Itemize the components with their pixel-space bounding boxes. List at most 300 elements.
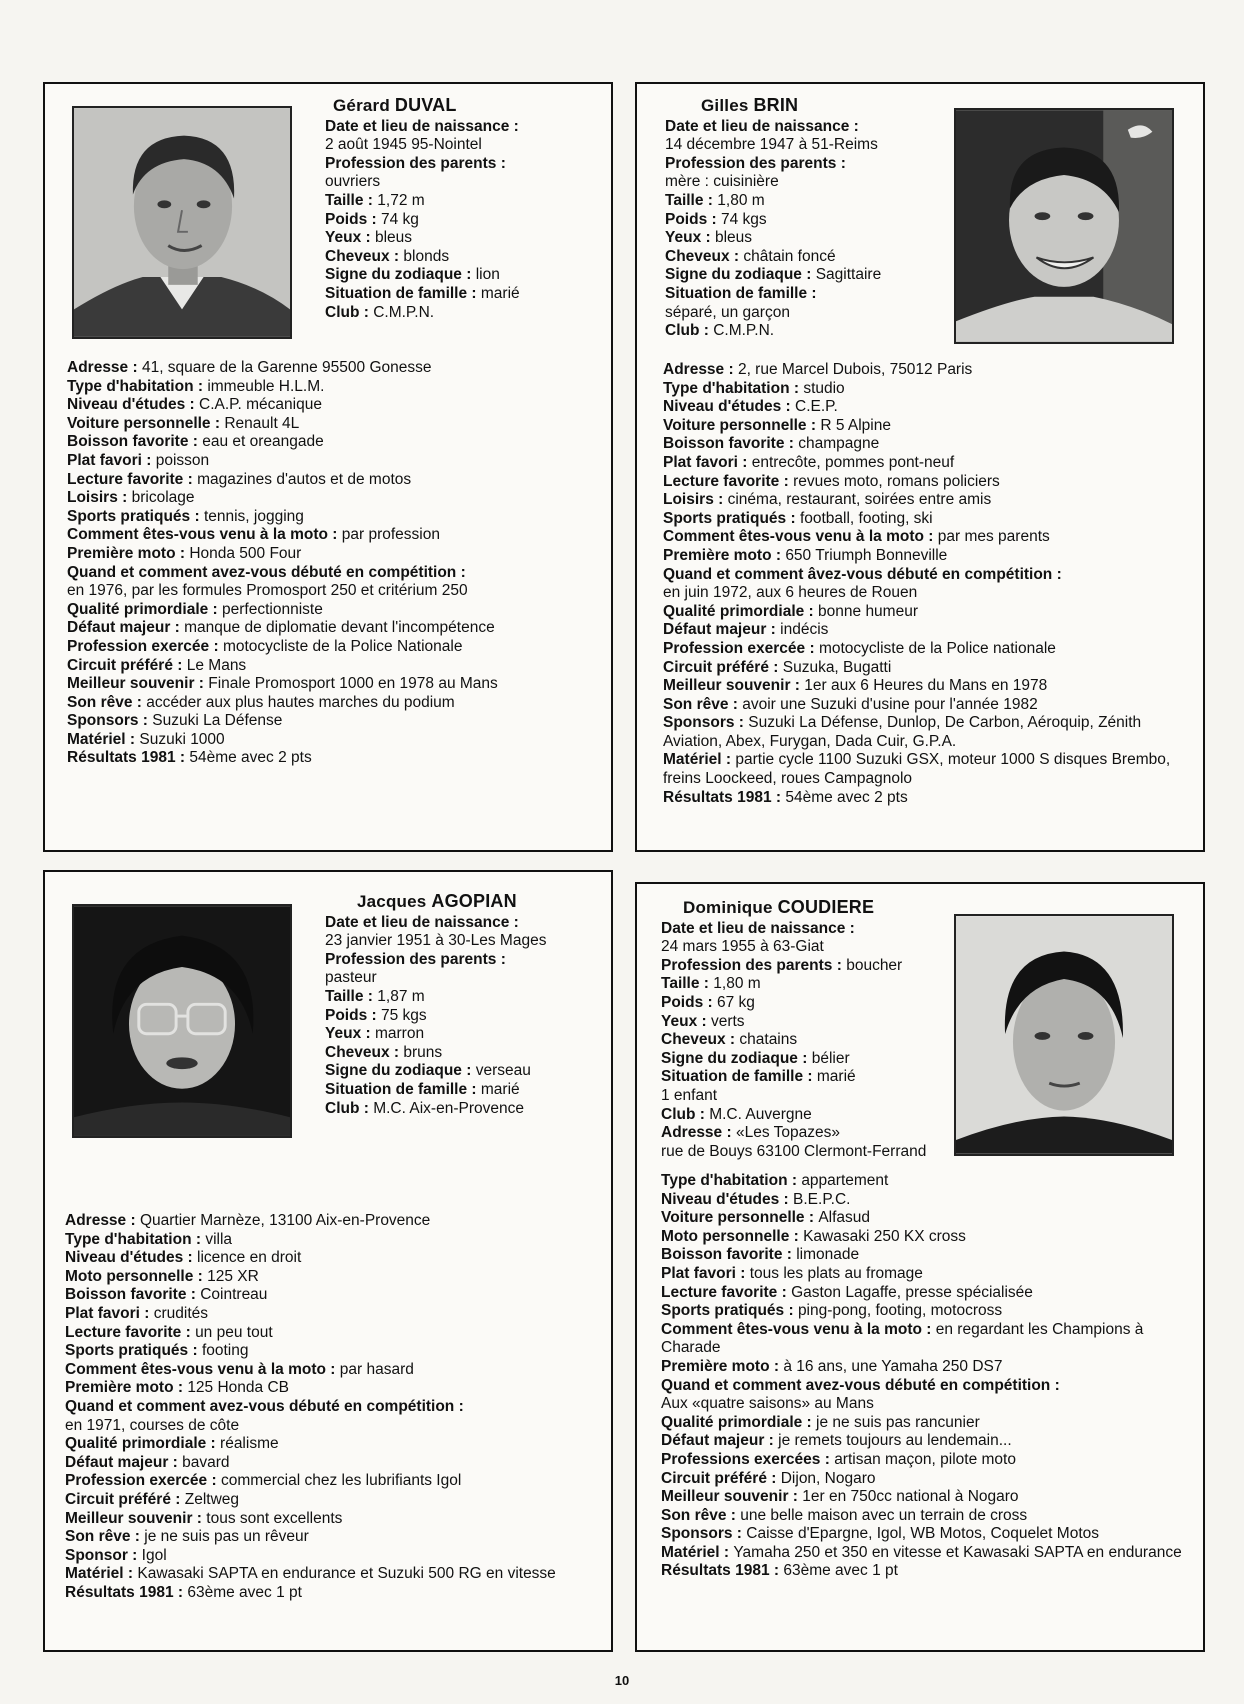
field-label: Lecture favorite : xyxy=(663,472,794,490)
portrait-image xyxy=(74,906,290,1136)
field-value: châtain foncé xyxy=(743,247,836,265)
field-value: 1er en 750cc national à Nogaro xyxy=(802,1488,1019,1506)
info-line xyxy=(661,975,961,994)
info-line xyxy=(665,304,955,323)
info-line xyxy=(661,1013,961,1032)
field-label: Signe du zodiaque : xyxy=(665,266,816,284)
field-value: footing xyxy=(201,1342,249,1360)
field-label: Adresse : xyxy=(67,359,142,376)
info-line xyxy=(65,1491,602,1510)
field-label: Défaut majeur : xyxy=(65,1453,183,1471)
rider-details-coudiere xyxy=(661,1172,1191,1581)
field-label: Professions exercées : xyxy=(661,1450,835,1468)
info-line xyxy=(67,508,602,527)
rider-photo-duval xyxy=(72,106,292,339)
last-name: AGOPIAN xyxy=(431,891,517,911)
field-label: Défaut majeur : xyxy=(67,619,185,637)
field-value: entrecôte, pommes pont-neuf xyxy=(751,453,955,471)
field-value: immeuble H.L.M. xyxy=(207,377,325,395)
field-label: Première moto : xyxy=(67,544,190,562)
field-label: Voiture personnelle : xyxy=(663,416,821,434)
field-label: Quand et comment avez-vous débuté en compétition : xyxy=(67,563,466,581)
info-line xyxy=(663,677,1193,696)
field-label: Date et lieu de naissance : xyxy=(661,919,855,937)
field-value: 1,80 m xyxy=(713,975,761,993)
info-line xyxy=(65,1379,602,1398)
info-line xyxy=(665,192,955,211)
field-label: Meilleur souvenir : xyxy=(67,675,209,693)
field-label: Lecture favorite : xyxy=(661,1283,792,1301)
info-line xyxy=(663,603,1193,622)
info-line xyxy=(665,173,955,192)
field-label: Voiture personnelle : xyxy=(67,414,225,432)
field-label: Sports pratiqués : xyxy=(65,1342,202,1360)
field-value: villa xyxy=(205,1230,233,1248)
field-label: Circuit préféré : xyxy=(67,656,187,674)
rider-photo-agopian xyxy=(72,904,292,1138)
field-label: Yeux : xyxy=(325,229,375,247)
field-value: une belle maison avec un terrain de cross xyxy=(740,1506,1028,1524)
field-value: marron xyxy=(374,1025,425,1043)
field-value: bélier xyxy=(811,1049,850,1067)
portrait-image xyxy=(74,108,290,337)
field-label: Profession des parents : xyxy=(665,154,846,172)
info-line xyxy=(661,1507,1191,1526)
info-line xyxy=(67,731,602,750)
field-value: bleus xyxy=(374,229,413,247)
field-label: Profession des parents : xyxy=(325,950,506,968)
field-label: Lecture favorite : xyxy=(65,1323,196,1341)
info-line xyxy=(325,266,610,285)
info-line xyxy=(661,1284,1191,1303)
info-line xyxy=(67,396,602,415)
field-value: perfectionniste xyxy=(222,600,323,618)
info-line xyxy=(67,545,602,564)
field-value: 74 kg xyxy=(380,210,419,228)
info-line xyxy=(665,211,955,230)
info-line xyxy=(67,749,602,768)
field-value: Gaston Lagaffe, presse spécialisée xyxy=(791,1283,1033,1301)
field-value: tous sont excellents xyxy=(206,1509,343,1527)
field-label: Son rêve : xyxy=(67,693,147,711)
field-label: Profession exercée : xyxy=(663,639,819,657)
field-value: boucher xyxy=(846,956,903,974)
field-value: manque de diplomatie devant l'incompétence xyxy=(184,619,495,637)
field-label: Adresse : xyxy=(661,1124,736,1142)
info-line xyxy=(65,1324,602,1343)
info-line xyxy=(325,304,610,323)
info-line xyxy=(325,285,610,304)
field-label: Défaut majeur : xyxy=(661,1432,779,1450)
field-label: Sports pratiqués : xyxy=(663,509,800,527)
first-name: Jacques xyxy=(357,892,427,911)
field-value: eau et oreangade xyxy=(202,433,324,451)
field-label: Boisson favorite : xyxy=(65,1286,201,1304)
info-line xyxy=(661,1087,961,1106)
field-label: Boisson favorite : xyxy=(661,1246,797,1264)
field-value: licence en droit xyxy=(197,1249,302,1267)
field-label: Comment êtes-vous venu à la moto : xyxy=(67,526,342,544)
info-line xyxy=(325,932,610,951)
field-label: Date et lieu de naissance : xyxy=(665,117,859,135)
field-value: 14 décembre 1947 à 51-Reims xyxy=(665,136,878,154)
field-label: Première moto : xyxy=(663,546,786,564)
field-label: Plat favori : xyxy=(65,1304,154,1322)
field-label: Cheveux : xyxy=(661,1031,740,1049)
field-label: Résultats 1981 : xyxy=(67,749,190,767)
field-label: Comment êtes-vous venu à la moto : xyxy=(663,528,938,546)
field-value: revues moto, romans policiers xyxy=(793,472,1000,490)
rider-card-brin xyxy=(635,82,1205,852)
info-line xyxy=(661,1544,1191,1563)
field-value: poisson xyxy=(155,451,210,469)
info-line xyxy=(661,1451,1191,1470)
field-value: 125 XR xyxy=(207,1267,259,1285)
field-value: tennis, jogging xyxy=(203,507,304,525)
field-label: Poids : xyxy=(661,993,717,1011)
info-line xyxy=(67,471,602,490)
field-label: Lecture favorite : xyxy=(67,470,198,488)
field-value: Zeltweg xyxy=(184,1490,240,1508)
rider-details-agopian xyxy=(65,1212,602,1602)
field-value: pasteur xyxy=(325,969,377,987)
info-line xyxy=(67,415,602,434)
info-line xyxy=(661,1414,1191,1433)
rider-name xyxy=(665,96,955,116)
field-label: Taille : xyxy=(325,191,378,209)
field-label: Situation de famille : xyxy=(325,284,481,302)
info-line xyxy=(663,491,1193,510)
field-value: Caisse d'Epargne, Igol, WB Motos, Coquelet Motos xyxy=(746,1525,1100,1543)
rider-details-brin xyxy=(663,361,1193,807)
info-line xyxy=(67,675,602,694)
last-name: BRIN xyxy=(753,95,799,115)
info-line xyxy=(665,322,955,341)
info-line xyxy=(661,1488,1191,1507)
field-value: Sagittaire xyxy=(815,266,882,284)
rider-header-brin xyxy=(665,96,955,341)
info-line xyxy=(65,1286,602,1305)
field-label: Profession exercée : xyxy=(65,1472,221,1490)
field-value: 54ème avec 2 pts xyxy=(785,788,908,806)
field-value: 1,72 m xyxy=(377,191,425,209)
field-label: Moto personnelle : xyxy=(65,1267,208,1285)
field-value: Alfasud xyxy=(818,1209,871,1227)
field-label: Club : xyxy=(325,1099,374,1117)
info-line xyxy=(67,582,602,601)
field-label: Date et lieu de naissance : xyxy=(325,913,519,931)
field-label: Matériel : xyxy=(663,751,736,769)
info-line xyxy=(67,601,602,620)
info-line xyxy=(65,1249,602,1268)
field-value: par hasard xyxy=(339,1360,414,1378)
field-label: Adresse : xyxy=(663,361,738,378)
info-line xyxy=(325,211,610,230)
field-label: Type d'habitation : xyxy=(67,377,208,395)
field-value: 2, rue Marcel Dubois, 75012 Paris xyxy=(737,361,973,378)
field-value: Yamaha 250 et 350 en vitesse et Kawasaki SAPTA en endurance xyxy=(733,1543,1182,1561)
info-line xyxy=(67,359,602,378)
field-label: Résultats 1981 : xyxy=(661,1562,784,1580)
info-line xyxy=(661,1525,1191,1544)
field-label: Loisirs : xyxy=(663,491,728,509)
field-value: limonade xyxy=(796,1246,860,1264)
field-value: Honda 500 Four xyxy=(189,544,302,562)
field-label: Circuit préféré : xyxy=(661,1469,781,1487)
info-line xyxy=(65,1435,602,1454)
rider-name xyxy=(325,96,610,116)
field-label: Plat favori : xyxy=(67,451,156,469)
info-line xyxy=(67,433,602,452)
field-value: commercial chez les lubrifiants Igol xyxy=(220,1472,462,1490)
info-line xyxy=(67,657,602,676)
field-value: 1,80 m xyxy=(717,191,765,209)
field-label: Yeux : xyxy=(665,229,715,247)
field-value: Suzuki 1000 xyxy=(139,730,225,748)
info-line xyxy=(665,266,955,285)
field-value: football, footing, ski xyxy=(799,509,933,527)
field-label: Niveau d'études : xyxy=(663,398,796,416)
info-line xyxy=(661,1470,1191,1489)
info-line xyxy=(663,659,1193,678)
info-line xyxy=(67,378,602,397)
info-line xyxy=(663,640,1193,659)
field-label: Comment êtes-vous venu à la moto : xyxy=(65,1360,340,1378)
info-line xyxy=(661,1246,1191,1265)
field-value: C.M.P.N. xyxy=(713,322,775,340)
field-value: par profession xyxy=(341,526,440,544)
info-line xyxy=(325,1007,610,1026)
field-value: bruns xyxy=(403,1043,443,1061)
field-label: Niveau d'études : xyxy=(661,1190,794,1208)
field-label: Quand et comment âvez-vous débuté en compétition : xyxy=(663,565,1062,583)
field-value: Quartier Marnèze, 13100 Aix-en-Provence xyxy=(139,1212,431,1229)
field-value: par mes parents xyxy=(937,528,1050,546)
field-value: 54ème avec 2 pts xyxy=(189,749,312,767)
info-line xyxy=(661,1302,1191,1321)
field-label: Situation de famille : xyxy=(665,284,817,302)
info-line xyxy=(325,1044,610,1063)
info-line xyxy=(325,248,610,267)
field-value: je ne suis pas un rêveur xyxy=(144,1528,309,1546)
field-label: Poids : xyxy=(665,210,721,228)
info-line xyxy=(661,1321,1191,1358)
field-value: blonds xyxy=(403,247,450,265)
field-value: tous les plats au fromage xyxy=(749,1264,923,1282)
field-label: Première moto : xyxy=(661,1357,784,1375)
field-label: Quand et comment avez-vous débuté en compétition : xyxy=(65,1397,464,1415)
info-line xyxy=(661,1068,961,1087)
info-line xyxy=(663,714,1193,751)
field-value: Dijon, Nogaro xyxy=(780,1469,876,1487)
field-value: magazines d'autos et de motos xyxy=(197,470,412,488)
field-value: bricolage xyxy=(131,489,195,507)
field-value: 41, square de la Garenne 95500 Gonesse xyxy=(141,359,432,376)
field-label: Situation de famille : xyxy=(325,1080,481,1098)
field-value: en 1976, par les formules Promosport 250 et critérium 250 xyxy=(67,582,468,600)
field-value: à 16 ans, une Yamaha 250 DS7 xyxy=(783,1357,1003,1375)
field-label: Club : xyxy=(665,322,714,340)
field-label: Profession des parents : xyxy=(661,956,847,974)
field-label: Qualité primordiale : xyxy=(661,1413,817,1431)
info-line xyxy=(661,1172,1191,1191)
info-line xyxy=(661,1228,1191,1247)
info-line xyxy=(65,1565,602,1584)
field-label: Club : xyxy=(325,303,374,321)
info-line xyxy=(325,914,610,933)
field-value: accéder aux plus hautes marches du podium xyxy=(146,693,455,711)
field-label: Type d'habitation : xyxy=(661,1172,802,1189)
info-line xyxy=(325,173,610,192)
info-line xyxy=(661,1209,1191,1228)
info-line xyxy=(663,696,1193,715)
info-line xyxy=(67,489,602,508)
field-value: réalisme xyxy=(220,1435,279,1453)
info-line xyxy=(65,1528,602,1547)
field-value: ping-pong, footing, motocross xyxy=(797,1302,1003,1320)
field-value: Aux «quatre saisons» au Mans xyxy=(661,1395,874,1413)
rider-photo-coudiere xyxy=(954,914,1174,1156)
info-line xyxy=(663,789,1193,808)
field-value: C.M.P.N. xyxy=(373,303,435,321)
info-line xyxy=(325,1062,610,1081)
info-line xyxy=(325,136,610,155)
field-label: Qualité primordiale : xyxy=(65,1435,221,1453)
field-label: Profession exercée : xyxy=(67,637,223,655)
field-label: Meilleur souvenir : xyxy=(65,1509,207,1527)
field-label: Son rêve : xyxy=(661,1506,741,1524)
field-label: Sports pratiqués : xyxy=(661,1302,798,1320)
field-label: Type d'habitation : xyxy=(65,1230,206,1248)
info-line xyxy=(65,1268,602,1287)
info-line xyxy=(65,1584,602,1603)
field-label: Loisirs : xyxy=(67,489,132,507)
info-line xyxy=(661,1050,961,1069)
field-value: chatains xyxy=(739,1031,798,1049)
field-value: motocycliste de la Police Nationale xyxy=(222,637,463,655)
field-label: Meilleur souvenir : xyxy=(661,1488,803,1506)
info-line xyxy=(663,621,1193,640)
first-name: Dominique xyxy=(683,898,773,917)
info-line xyxy=(663,547,1193,566)
rider-details-duval xyxy=(67,359,602,768)
field-value: mère : cuisinière xyxy=(665,173,779,191)
info-line xyxy=(663,528,1193,547)
field-label: Signe du zodiaque : xyxy=(325,1062,476,1080)
rider-card-coudiere xyxy=(635,882,1205,1652)
info-line xyxy=(663,417,1193,436)
field-value: rue de Bouys 63100 Clermont-Ferrand xyxy=(661,1142,927,1160)
field-label: Quand et comment avez-vous débuté en compétition : xyxy=(661,1376,1060,1394)
rider-card-duval xyxy=(43,82,613,852)
first-name: Gérard xyxy=(333,96,390,115)
info-line xyxy=(65,1361,602,1380)
field-value: bavard xyxy=(182,1453,230,1471)
field-value: ouvriers xyxy=(325,173,381,191)
field-value: avoir une Suzuki d'usine pour l'année 1982 xyxy=(742,695,1038,713)
field-label: Poids : xyxy=(325,210,381,228)
field-label: Plat favori : xyxy=(661,1264,750,1282)
info-line xyxy=(65,1231,602,1250)
info-line xyxy=(325,1100,610,1119)
field-label: Son rêve : xyxy=(663,695,743,713)
field-label: Sponsors : xyxy=(661,1525,747,1543)
info-line xyxy=(661,1432,1191,1451)
field-value: 63ème avec 1 pt xyxy=(187,1583,302,1601)
field-label: Qualité primordiale : xyxy=(67,600,223,618)
field-value: 24 mars 1955 à 63-Giat xyxy=(661,938,824,956)
field-label: Comment êtes-vous venu à la moto : xyxy=(661,1320,936,1338)
field-label: Matériel : xyxy=(67,730,140,748)
field-label: Meilleur souvenir : xyxy=(663,677,805,695)
field-value: C.A.P. mécanique xyxy=(199,396,322,414)
field-value: bleus xyxy=(714,229,753,247)
field-label: Type d'habitation : xyxy=(663,379,804,397)
field-value: en regardant les Champions à Charade xyxy=(661,1320,1148,1357)
field-label: Taille : xyxy=(325,987,378,1005)
field-label: Date et lieu de naissance : xyxy=(325,117,519,135)
field-value: 650 Triumph Bonneville xyxy=(785,546,948,564)
field-label: Signe du zodiaque : xyxy=(661,1049,812,1067)
field-value: B.E.P.C. xyxy=(793,1190,851,1208)
field-label: Première moto : xyxy=(65,1379,188,1397)
rider-name xyxy=(661,898,961,918)
field-value: motocycliste de la Police nationale xyxy=(818,639,1056,657)
info-line xyxy=(65,1472,602,1491)
field-value: Cointreau xyxy=(200,1286,268,1304)
rider-photo-brin xyxy=(954,108,1174,344)
info-line xyxy=(665,155,955,174)
portrait-image xyxy=(956,916,1172,1154)
info-line xyxy=(661,1358,1191,1377)
info-line xyxy=(665,229,955,248)
field-value: en 1971, courses de côte xyxy=(65,1416,240,1434)
field-label: Niveau d'études : xyxy=(65,1249,198,1267)
field-label: Sponsors : xyxy=(67,712,153,730)
field-value: marié xyxy=(480,284,520,302)
field-label: Boisson favorite : xyxy=(663,435,799,453)
field-value: Suzuki La Défense, Dunlop, De Carbon, Aéroquip, Zénith Aviation, Abex, Furygan, Dada Cuir, G.P.A. xyxy=(663,714,1145,750)
info-line xyxy=(665,248,955,267)
field-value: je ne suis pas rancunier xyxy=(816,1413,980,1431)
field-value: en juin 1972, aux 6 heures de Rouen xyxy=(663,584,918,602)
portrait-image xyxy=(956,110,1172,342)
info-line xyxy=(661,920,961,939)
info-line xyxy=(663,435,1193,454)
info-line xyxy=(663,473,1193,492)
field-value: Le Mans xyxy=(186,656,247,674)
field-label: Sports pratiqués : xyxy=(67,507,204,525)
info-line xyxy=(663,751,1193,788)
info-line xyxy=(661,1143,961,1162)
field-value: 67 kg xyxy=(716,993,755,1011)
field-value: artisan maçon, pilote moto xyxy=(834,1450,1016,1468)
field-value: R 5 Alpine xyxy=(820,416,891,434)
field-value: 1,87 m xyxy=(377,987,425,1005)
field-value: 23 janvier 1951 à 30-Les Mages xyxy=(325,932,547,950)
field-label: Son rêve : xyxy=(65,1528,145,1546)
field-label: Situation de famille : xyxy=(661,1068,817,1086)
info-line xyxy=(663,380,1193,399)
field-label: Yeux : xyxy=(661,1012,711,1030)
field-value: champagne xyxy=(798,435,880,453)
field-value: je remets toujours au lendemain... xyxy=(778,1432,1012,1450)
field-value: Kawasaki SAPTA en endurance et Suzuki 500 RG en vitesse xyxy=(137,1565,556,1583)
field-value: 1er aux 6 Heures du Mans en 1978 xyxy=(804,677,1048,695)
field-label: Club : xyxy=(661,1105,710,1123)
info-line xyxy=(661,1265,1191,1284)
field-label: Circuit préféré : xyxy=(663,658,783,676)
